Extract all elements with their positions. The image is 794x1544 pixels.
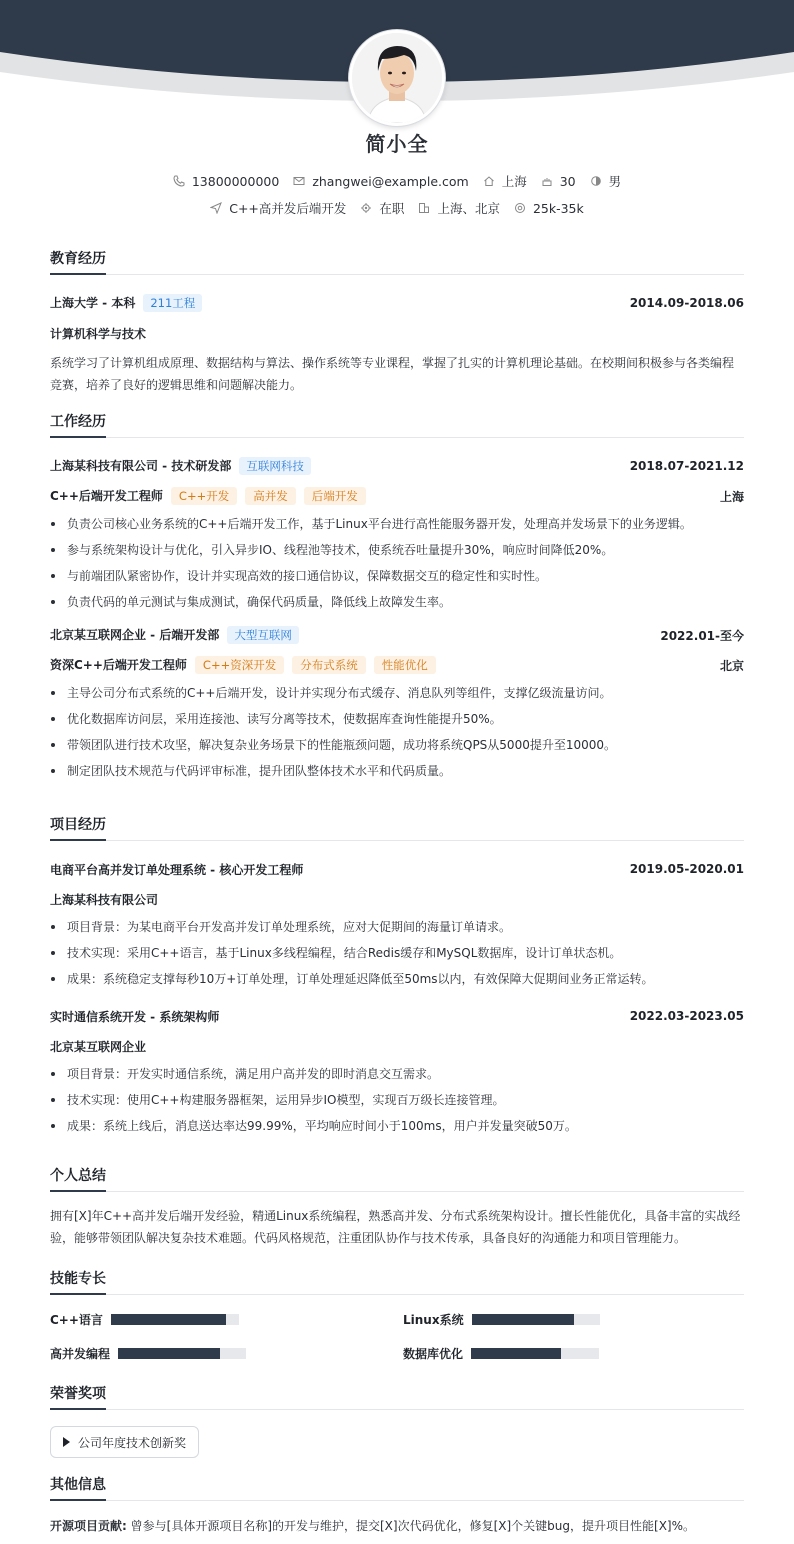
list-item: 负责代码的单元测试与集成测试，确保代码质量，降低线上故障发生率。 bbox=[50, 589, 744, 615]
project-name: 电商平台高并发订单处理系统 - 核心开发工程师 bbox=[50, 862, 304, 877]
skill-item bbox=[50, 1345, 246, 1362]
skill-item bbox=[403, 1345, 599, 1362]
avatar bbox=[349, 30, 445, 126]
job-date: 2022.01-至今 bbox=[660, 628, 744, 643]
salary-item bbox=[514, 199, 584, 217]
section-title: 技能专长 bbox=[50, 1268, 106, 1295]
city-item bbox=[483, 172, 527, 190]
section-divider bbox=[50, 1500, 744, 1501]
major: 计算机科学与技术 bbox=[50, 326, 147, 341]
skill-name: C++语言 bbox=[50, 1313, 103, 1327]
role-row bbox=[50, 486, 744, 506]
list-item: 与前端团队紧密协作，设计并实现高效的接口通信协议，保障数据交互的稳定性和实时性。 bbox=[50, 563, 744, 589]
gear-icon bbox=[360, 202, 372, 214]
section-title: 教育经历 bbox=[50, 248, 106, 275]
job-location: 北京 bbox=[719, 658, 744, 673]
job-header bbox=[50, 456, 744, 476]
list-item: 主导公司分布式系统的C++后端开发，设计并实现分布式缓存、消息队列等组件，支撑亿级流量访问。 bbox=[50, 680, 744, 706]
job-date: 2018.07-2021.12 bbox=[629, 459, 744, 473]
list-item: 项目背景：开发实时通信系统，满足用户高并发的即时消息交互需求。 bbox=[50, 1061, 744, 1087]
role-title: C++后端开发工程师 bbox=[50, 489, 163, 503]
project-name: 实时通信系统开发 - 系统架构师 bbox=[50, 1009, 220, 1024]
other-text: 曾参与[具体开源项目名称]的开发与维护，提交[X]次代码优化，修复[X]个关键bug，提升项目性能[X]%。 bbox=[130, 1519, 696, 1533]
project-date: 2022.03-2023.05 bbox=[629, 1009, 744, 1023]
company-name: 北京某互联网企业 - 后端开发部 bbox=[50, 628, 220, 642]
contact-row bbox=[0, 172, 794, 190]
section-divider bbox=[50, 1191, 744, 1192]
status-text: 在职 bbox=[379, 201, 405, 216]
work-section bbox=[50, 411, 744, 784]
gender-text: 男 bbox=[608, 174, 622, 189]
skill-bar bbox=[471, 1348, 599, 1359]
skill-bar bbox=[111, 1314, 239, 1325]
position-item bbox=[210, 199, 346, 217]
skill-name: 高并发编程 bbox=[50, 1347, 111, 1361]
job-header bbox=[50, 625, 744, 645]
skill-bar bbox=[118, 1348, 246, 1359]
list-item: 优化数据库访问层，采用连接池、读写分离等技术，使数据库查询性能提升50%。 bbox=[50, 706, 744, 732]
list-item: 负责公司核心业务系统的C++后端开发工作，基于Linux平台进行高性能服务器开发，处理高并发场景下的业务逻辑。 bbox=[50, 511, 744, 537]
list-item: 带领团队进行技术攻坚，解决复杂业务场景下的性能瓶颈问题，成功将系统QPS从5000提升至10000。 bbox=[50, 732, 744, 758]
projects-section bbox=[50, 814, 744, 1139]
skill-item bbox=[403, 1311, 600, 1328]
skill-name: 数据库优化 bbox=[403, 1347, 464, 1361]
skill-tag: 性能优化 bbox=[374, 656, 436, 674]
email-text: zhangwei@example.com bbox=[312, 173, 469, 189]
section-title: 其他信息 bbox=[50, 1474, 106, 1501]
candidate-name: 简小全 bbox=[365, 132, 429, 156]
role-line bbox=[50, 487, 366, 505]
role-row bbox=[50, 655, 744, 675]
school-line bbox=[50, 294, 202, 312]
summary-section bbox=[50, 1165, 744, 1249]
company-line bbox=[50, 626, 299, 644]
phone-item bbox=[173, 172, 279, 190]
project-header bbox=[50, 859, 744, 879]
target-city-item bbox=[418, 199, 500, 217]
list-item: 技术实现：使用C++构建服务器框架，运用异步IO模型，实现百万级长连接管理。 bbox=[50, 1087, 744, 1113]
skill-tag: 高并发 bbox=[245, 487, 296, 505]
skill-item bbox=[50, 1311, 239, 1328]
other-section bbox=[50, 1474, 744, 1537]
list-item: 制定团队技术规范与代码评审标准，提升团队整体技术水平和代码质量。 bbox=[50, 758, 744, 784]
section-divider bbox=[50, 1409, 744, 1410]
section-divider bbox=[50, 840, 744, 841]
job-bullets bbox=[50, 680, 744, 784]
project-bullets bbox=[50, 914, 744, 992]
school-name: 上海大学 - 本科 bbox=[50, 296, 136, 310]
award-item[interactable] bbox=[50, 1426, 199, 1458]
list-item: 成果：系统稳定支撑每秒10万+订单处理，订单处理延迟降低至50ms以内，有效保障大促期间业务正常运转。 bbox=[50, 966, 744, 992]
city-text: 上海 bbox=[501, 174, 527, 189]
target-city-text: 上海、北京 bbox=[437, 201, 500, 216]
education-desc: 系统学习了计算机组成原理、数据结构与算法、操作系统等专业课程，掌握了扎实的计算机理论基础。在校期间积极参与各类编程竞赛，培养了良好的逻辑思维和问题解决能力。 bbox=[50, 356, 735, 392]
skill-tag: 后端开发 bbox=[304, 487, 366, 505]
skill-bar-fill bbox=[111, 1314, 226, 1325]
education-date: 2014.09-2018.06 bbox=[629, 296, 744, 310]
company-name: 上海某科技有限公司 - 技术研发部 bbox=[50, 459, 232, 473]
other-info bbox=[50, 1515, 744, 1537]
phone-text: 13800000000 bbox=[191, 173, 280, 189]
avatar-photo bbox=[352, 33, 442, 123]
home-icon bbox=[483, 175, 495, 187]
summary-text: 拥有[X]年C++高并发后端开发经验，精通Linux系统编程，熟悉高并发、分布式系统架构设计。擅长性能优化，具备丰富的实战经验，能够带领团队解决复杂技术难题。代码风格规范，注重团队协作与技术传承，具备良好的沟通能力和项目管理能力。 bbox=[50, 1209, 741, 1245]
industry-tag: 大型互联网 bbox=[227, 626, 299, 644]
job-bullets bbox=[50, 511, 744, 615]
other-label: 开源项目贡献: bbox=[50, 1519, 127, 1533]
salary-text: 25k-35k bbox=[532, 200, 584, 216]
section-title: 荣誉奖项 bbox=[50, 1383, 106, 1410]
awards-section bbox=[50, 1383, 744, 1458]
phone-icon bbox=[173, 175, 185, 187]
award-label: 公司年度技术创新奖 bbox=[78, 1435, 187, 1450]
role-line bbox=[50, 656, 436, 674]
email-item bbox=[293, 172, 468, 190]
age-item bbox=[541, 172, 576, 190]
list-item: 项目背景：为某电商平台开发高并发订单处理系统，应对大促期间的海量订单请求。 bbox=[50, 914, 744, 940]
section-title: 项目经历 bbox=[50, 814, 106, 841]
skill-tag: C++开发 bbox=[171, 487, 237, 505]
age-text: 30 bbox=[559, 173, 576, 189]
skill-bar bbox=[472, 1314, 600, 1325]
job-intent-row bbox=[0, 199, 794, 217]
project-date: 2019.05-2020.01 bbox=[629, 862, 744, 876]
position-text: C++高并发后端开发 bbox=[229, 201, 347, 216]
cake-icon bbox=[541, 175, 553, 187]
building-icon bbox=[418, 202, 430, 214]
skill-tag: 分布式系统 bbox=[292, 656, 366, 674]
education-header bbox=[50, 293, 744, 313]
mail-icon bbox=[293, 175, 305, 187]
send-icon bbox=[210, 202, 222, 214]
coin-icon bbox=[514, 202, 526, 214]
skill-name: Linux系统 bbox=[403, 1313, 464, 1327]
project-header bbox=[50, 1006, 744, 1026]
list-item: 参与系统架构设计与优化，引入异步IO、线程池等技术，使系统吞吐量提升30%，响应时间降低20%。 bbox=[50, 537, 744, 563]
project-bullets bbox=[50, 1061, 744, 1139]
project-org: 北京某互联网企业 bbox=[50, 1039, 147, 1054]
award-list bbox=[50, 1426, 744, 1458]
section-divider bbox=[50, 274, 744, 275]
skill-tag: C++资深开发 bbox=[195, 656, 284, 674]
gender-item bbox=[590, 172, 622, 190]
role-title: 资深C++后端开发工程师 bbox=[50, 658, 187, 672]
skill-bar-fill bbox=[472, 1314, 574, 1325]
status-item bbox=[360, 199, 404, 217]
list-item: 成果：系统上线后，消息送达率达99.99%，平均响应时间小于100ms，用户并发量突破50万。 bbox=[50, 1113, 744, 1139]
industry-tag: 互联网科技 bbox=[239, 457, 311, 475]
project-org: 上海某科技有限公司 bbox=[50, 892, 159, 907]
skills-section bbox=[50, 1268, 744, 1368]
education-section bbox=[50, 248, 744, 396]
section-divider bbox=[50, 1294, 744, 1295]
company-line bbox=[50, 457, 311, 475]
gender-icon bbox=[590, 175, 602, 187]
school-tag: 211工程 bbox=[143, 294, 202, 312]
section-divider bbox=[50, 437, 744, 438]
skill-bar-fill bbox=[471, 1348, 561, 1359]
list-item: 技术实现：采用C++语言，基于Linux多线程编程，结合Redis缓存和MySQL数据库，设计订单状态机。 bbox=[50, 940, 744, 966]
job-location: 上海 bbox=[719, 489, 744, 504]
skill-bar-fill bbox=[118, 1348, 220, 1359]
section-title: 工作经历 bbox=[50, 411, 106, 438]
play-icon bbox=[63, 1437, 70, 1447]
section-title: 个人总结 bbox=[50, 1165, 106, 1192]
